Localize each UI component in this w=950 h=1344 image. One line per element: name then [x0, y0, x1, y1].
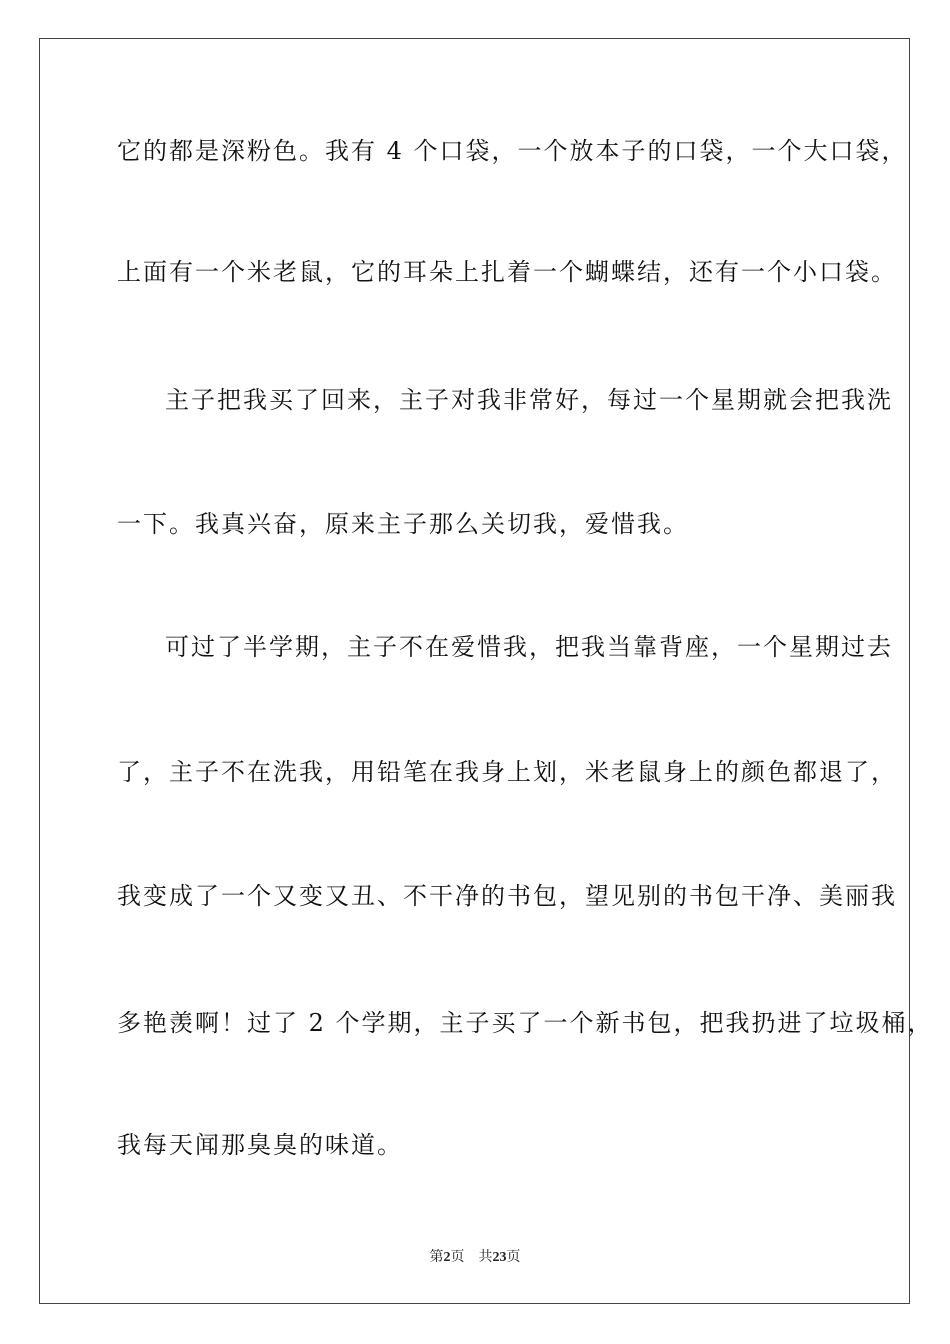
- page-number: 2: [443, 1250, 451, 1265]
- total-prefix: 共: [478, 1250, 493, 1265]
- text-line-3: 主子把我买了回来，主子对我非常好，每过一个星期就会把我洗: [165, 386, 893, 414]
- page-suffix: 页: [450, 1250, 465, 1265]
- text-line-8: 多艳羡啊！过了 2 个学期，主子买了一个新书包，把我扔进了垃圾桶，: [117, 1009, 934, 1037]
- text-line-9: 我每天闻那臭臭的味道。: [117, 1131, 403, 1159]
- page-footer: [0, 1249, 950, 1267]
- text-line-2: 上面有一个米老鼠，它的耳朵上扎着一个蝴蝶结，还有一个小口袋。: [117, 258, 897, 286]
- page-frame: [39, 38, 910, 1304]
- text-line-5: 可过了半学期，主子不在爱惜我，把我当靠背座，一个星期过去: [165, 633, 893, 661]
- text-line-7: 我变成了一个又变又丑、不干净的书包，望见别的书包干净、美丽我: [117, 882, 897, 910]
- total-pages: 23: [492, 1250, 507, 1265]
- text-line-4: 一下。我真兴奋，原来主子那么关切我，爱惜我。: [117, 510, 689, 538]
- text-line-6: 了，主子不在洗我，用铅笔在我身上划，米老鼠身上的颜色都退了，: [117, 758, 897, 786]
- text-line-1: 它的都是深粉色。我有 4 个口袋，一个放本子的口袋，一个大口袋，: [117, 137, 908, 165]
- page-prefix: 第: [429, 1250, 444, 1265]
- total-suffix: 页: [506, 1250, 521, 1265]
